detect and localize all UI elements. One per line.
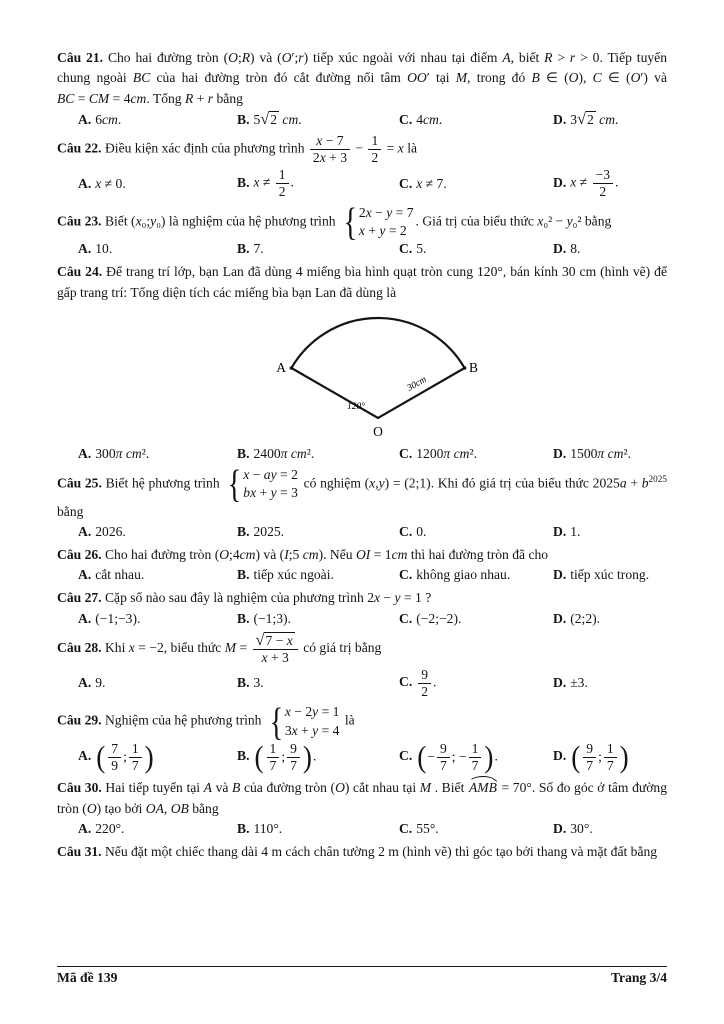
options-row — [57, 741, 667, 773]
question-28 — [57, 629, 667, 700]
sector-arc — [291, 318, 464, 368]
page-footer — [57, 966, 667, 986]
question-body: Câu 26. Cho hai đường tròn (O;4cm) và (I;5 cm). Nếu OI = 1cm thì hai đường tròn đã cho — [57, 547, 549, 563]
question-26 — [57, 545, 667, 583]
label-angle: 120° — [346, 402, 365, 413]
option-letter: C. — [399, 748, 413, 764]
option-d: D. ±3. — [553, 675, 588, 691]
option-b: B. ( $\frac{1}{7}$ ; $\frac{9}{7}$ ) . — [237, 739, 317, 774]
option-d: D. 1. — [553, 524, 581, 540]
options-row — [57, 446, 667, 462]
option-b: B. x ≠ $\frac{1}{2}$ . — [237, 167, 294, 200]
option-letter: C. — [399, 446, 413, 462]
option-d: D. tiếp xúc trong. — [553, 567, 650, 583]
option-c: C. x ≠ 7. — [399, 175, 447, 191]
question-body: Câu 30. Hai tiếp tuyến tại A và B của đường tròn (O) cắt nhau tại M . Biết AMB = 70°. Số đo góc ở tâm đường tròn (O) tạo bởi OA, OB bằng — [57, 780, 668, 816]
option-a: A. 10. — [78, 241, 113, 257]
label-b: B — [469, 360, 479, 376]
option-b: B. 2400π cm². — [237, 446, 315, 462]
option-c: C. (−2;−2). — [399, 610, 462, 626]
option-letter: C. — [399, 821, 413, 837]
option-letter: D. — [553, 567, 567, 583]
option-letter: D. — [553, 524, 567, 540]
option-a: A. (−1;−3). — [78, 610, 141, 626]
option-a: A. 300π cm². — [78, 446, 150, 462]
option-letter: B. — [237, 610, 250, 626]
option-letter: D. — [553, 241, 567, 257]
options-row — [57, 567, 667, 583]
question-body: Câu 27. Cặp số nào sau đây là nghiệm của phương trình 2x − y = 1 ? — [57, 590, 432, 606]
option-a: A. cắt nhau. — [78, 567, 145, 583]
option-c: C. không giao nhau. — [399, 567, 511, 583]
question-21 — [57, 48, 667, 128]
question-body: Câu 23. Biết (x₀;y₀) là nghiệm của hệ phương trình { 2x − y = 7 x + y = 2 . Giá trị của biểu thức x₀² − y₀² bằng — [57, 199, 612, 244]
options-row — [57, 524, 667, 540]
question-body: Câu 28. Khi x = −2, biểu thức M = $\frac{√7 - x}{x + 3}$ có giá trị bằng — [57, 629, 382, 665]
question-number: Câu 27. — [57, 590, 105, 606]
option-letter: C. — [399, 241, 413, 257]
options-row — [57, 167, 667, 199]
option-letter: D. — [553, 446, 567, 462]
option-a: A. 220°. — [78, 821, 125, 837]
option-a: A. ( $\frac{7}{9}$ ; $\frac{1}{7}$ ) — [78, 739, 154, 774]
question-number: Câu 26. — [57, 547, 105, 563]
option-c: C. $\frac{9}{2}$ . — [399, 667, 437, 699]
option-d: D. 30°. — [553, 821, 593, 837]
option-c: C. 55°. — [399, 821, 439, 837]
option-letter: D. — [553, 675, 567, 691]
page-number: Trang 3/4 — [610, 970, 667, 985]
point-b — [463, 366, 467, 370]
options-row — [57, 821, 667, 837]
option-letter: C. — [399, 524, 413, 540]
option-b: B. 5√2 cm. — [237, 109, 302, 129]
option-letter: B. — [237, 174, 250, 190]
option-b: B. tiếp xúc ngoài. — [237, 567, 334, 583]
question-number: Câu 24. — [57, 264, 107, 280]
question-31 — [57, 842, 667, 862]
option-d: D. 1500π cm². — [553, 446, 631, 462]
doc-code: Mã đề 139 — [57, 970, 118, 985]
option-letter: B. — [237, 112, 250, 128]
option-letter: A. — [78, 446, 92, 462]
option-letter: A. — [78, 175, 92, 191]
label-a: A — [276, 360, 286, 376]
option-c: C. ( − $\frac{9}{7}$ ; − $\frac{1}{7}$ ) . — [399, 739, 498, 774]
option-c: C. 5. — [399, 241, 427, 257]
options-row — [57, 667, 667, 699]
sector-drawing — [268, 306, 488, 440]
option-d: D. x ≠ $\frac{-3}{2}$ . — [553, 167, 619, 200]
question-body: Câu 29. Nghiệm của hệ phương trình { x − 2y = 1 3x + y = 4 là — [57, 699, 355, 744]
question-body: Câu 25. Biết hệ phương trình { x − ay = 2 bx + y = 3 có nghiệm (x,y) = (2;1). Khi đó giá trị của biểu thức $2025a + b^{2025}$ bằng — [57, 462, 667, 519]
label-o: O — [373, 424, 383, 440]
question-number: Câu 23. — [57, 213, 105, 229]
option-letter: A. — [78, 675, 92, 691]
option-letter: B. — [237, 524, 250, 540]
option-letter: A. — [78, 111, 92, 127]
question-number: Câu 30. — [57, 780, 106, 796]
question-number: Câu 28. — [57, 639, 105, 655]
option-letter: A. — [78, 748, 92, 764]
question-number: Câu 31. — [57, 844, 105, 860]
question-29 — [57, 699, 667, 774]
question-body: Câu 21. Cho hai đường tròn (O;R) và (O′;r) tiếp xúc ngoài với nhau tại điểm A, biết R > r > 0. Tiếp tuyến chung ngoài BC của hai đường tròn đó cắt đường nối tâm OO′ tại M, trong đó B ∈ (O), C ∈ (O′) và BC = CM = 4cm. Tổng R + r bằng — [57, 50, 667, 106]
option-d: D. ( $\frac{9}{7}$ ; $\frac{1}{7}$ ) — [553, 739, 629, 774]
question-30 — [57, 778, 667, 837]
question-number: Câu 29. — [57, 712, 105, 728]
question-body: Câu 22. Điều kiện xác định của phương trình $\frac{x - 7}{2x + 3}$ − $\frac{1}{2}$ = x là — [57, 133, 418, 165]
option-a: A. 6cm. — [78, 111, 122, 127]
options-row — [57, 241, 667, 257]
option-letter: B. — [237, 675, 250, 691]
option-letter: C. — [399, 610, 413, 626]
option-a: A. 9. — [78, 675, 106, 691]
option-letter: D. — [553, 112, 567, 128]
sector-figure — [268, 306, 488, 444]
option-letter: D. — [553, 748, 567, 764]
question-number: Câu 25. — [57, 475, 106, 491]
option-letter: D. — [553, 174, 567, 190]
option-letter: D. — [553, 821, 567, 837]
option-a: A. x ≠ 0. — [78, 175, 126, 191]
option-letter: B. — [237, 821, 250, 837]
option-letter: A. — [78, 241, 92, 257]
question-23 — [57, 199, 667, 258]
option-letter: C. — [399, 674, 413, 690]
option-b: B. 2025. — [237, 524, 285, 540]
option-letter: B. — [237, 748, 250, 764]
option-letter: A. — [78, 524, 92, 540]
option-b: B. 7. — [237, 241, 264, 257]
option-b: B. 110°. — [237, 821, 283, 837]
question-22 — [57, 133, 667, 200]
option-letter: B. — [237, 241, 250, 257]
option-letter: B. — [237, 567, 250, 583]
question-body: Câu 24. Để trang trí lớp, bạn Lan đã dùng 4 miếng bìa hình quạt tròn cung 120°, bán kính 30 cm (hình vẽ) để gấp trang trí: Tổng diện tích các miếng bìa bạn Lan đã dùng là — [57, 264, 667, 300]
option-c: C. 0. — [399, 524, 427, 540]
options-row — [57, 111, 667, 128]
option-letter: C. — [399, 111, 413, 127]
option-a: A. 2026. — [78, 524, 126, 540]
option-c: C. 1200π cm². — [399, 446, 477, 462]
option-d: D. 3√2 cm. — [553, 109, 619, 129]
option-b: B. 3. — [237, 675, 264, 691]
option-letter: A. — [78, 567, 92, 583]
question-number: Câu 21. — [57, 50, 108, 65]
question-27 — [57, 588, 667, 626]
option-letter: B. — [237, 446, 250, 462]
option-b: B. (−1;3). — [237, 610, 291, 626]
options-row — [57, 611, 667, 627]
question-body: Câu 31. Nếu đặt một chiếc thang dài 4 m cách chân tường 2 m (hình vẽ) thì góc tạo bởi thang và mặt đất bằng — [57, 844, 658, 860]
question-25 — [57, 462, 667, 540]
point-a — [290, 366, 294, 370]
option-c: C. 4cm. — [399, 111, 443, 127]
option-letter: C. — [399, 567, 413, 583]
sector-radii — [291, 368, 464, 418]
option-d: D. 8. — [553, 241, 581, 257]
option-letter: A. — [78, 821, 92, 837]
option-letter: A. — [78, 610, 92, 626]
option-letter: D. — [553, 610, 567, 626]
option-d: D. (2;2). — [553, 610, 601, 626]
option-letter: C. — [399, 175, 413, 191]
label-radius: 30cm — [405, 374, 429, 394]
question-number: Câu 22. — [57, 140, 105, 156]
question-24 — [57, 262, 667, 462]
